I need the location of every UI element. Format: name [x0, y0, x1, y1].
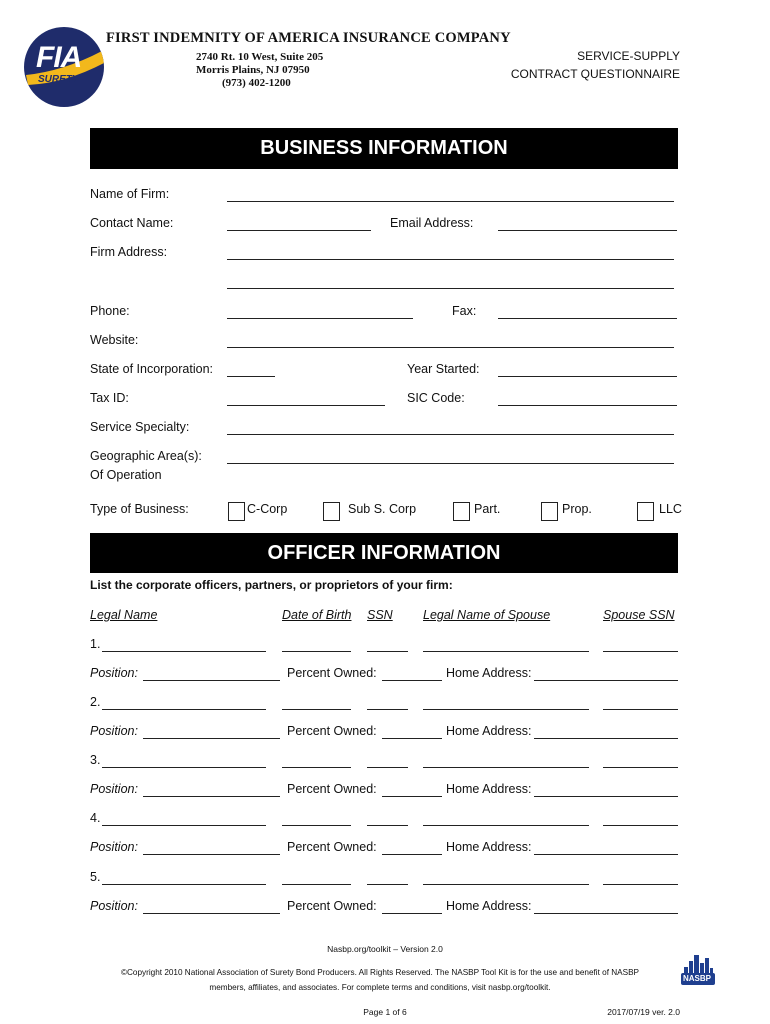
- contact-name-field[interactable]: [227, 230, 371, 231]
- year-started-label: Year Started:: [407, 362, 480, 376]
- home-address-label: Home Address:: [446, 724, 532, 738]
- officer-number: 5.: [90, 870, 101, 884]
- officer-1-ssn-field[interactable]: [367, 651, 408, 652]
- footer-copyright-2: members, affiliates, and associates. For complete terms and conditions, visit nasbp.org/toolkit.: [209, 983, 551, 992]
- officer-4-dob-field[interactable]: [282, 825, 351, 826]
- officer-5-position-field[interactable]: [143, 913, 280, 914]
- officer-2-spouse-name-field[interactable]: [423, 709, 589, 710]
- llc-checkbox[interactable]: [637, 502, 654, 521]
- nasbp-logo-text: NASBP: [683, 974, 712, 983]
- proprietorship-label: Prop.: [562, 502, 592, 516]
- col-date-of-birth: Date of Birth: [282, 608, 352, 622]
- fax-label: Fax:: [452, 304, 477, 318]
- officer-2-ssn-field[interactable]: [367, 709, 408, 710]
- name-of-firm-field[interactable]: [227, 201, 674, 202]
- sic-code-label: SIC Code:: [407, 391, 465, 405]
- partnership-checkbox[interactable]: [453, 502, 470, 521]
- home-address-label: Home Address:: [446, 899, 532, 913]
- officer-1-spouse-ssn-field[interactable]: [603, 651, 678, 652]
- officer-2-spouse-ssn-field[interactable]: [603, 709, 678, 710]
- percent-owned-label: Percent Owned:: [287, 782, 377, 796]
- officer-1-position-field[interactable]: [143, 680, 280, 681]
- officer-5-legal-name-field[interactable]: [102, 884, 266, 885]
- contact-name-label: Contact Name:: [90, 216, 174, 230]
- proprietorship-checkbox[interactable]: [541, 502, 558, 521]
- business-info-banner: [90, 128, 678, 169]
- company-name: FIRST INDEMNITY OF AMERICA INSURANCE COMPANY: [106, 30, 511, 46]
- position-label: Position:: [90, 666, 138, 680]
- llc-label: LLC: [659, 502, 682, 516]
- state-incorporation-field[interactable]: [227, 376, 275, 377]
- tax-id-field[interactable]: [227, 405, 385, 406]
- home-address-label: Home Address:: [446, 782, 532, 796]
- company-phone: (973) 402-1200: [222, 77, 291, 89]
- partnership-label: Part.: [474, 502, 501, 516]
- home-address-label: Home Address:: [446, 840, 532, 854]
- officer-number: 1.: [90, 637, 101, 651]
- footer-page-number: Page 1 of 6: [363, 1007, 407, 1017]
- officer-5-percent-owned-field[interactable]: [382, 913, 442, 914]
- officer-5-dob-field[interactable]: [282, 884, 351, 885]
- home-address-label: Home Address:: [446, 666, 532, 680]
- col-spouse-ssn: Spouse SSN: [603, 608, 675, 622]
- officer-number: 3.: [90, 753, 101, 767]
- officer-3-ssn-field[interactable]: [367, 767, 408, 768]
- website-label: Website:: [90, 333, 139, 347]
- officer-instruction: List the corporate officers, partners, or proprietors of your firm:: [90, 578, 453, 592]
- officer-number: 2.: [90, 695, 101, 709]
- website-field[interactable]: [227, 347, 674, 348]
- company-address-2: Morris Plains, NJ 07950: [196, 64, 310, 76]
- logo-text: FIA: [36, 41, 82, 74]
- officer-info-banner: [90, 533, 678, 573]
- footer-toolkit: Nasbp.org/toolkit – Version 2.0: [327, 944, 443, 954]
- state-incorporation-label: State of Incorporation:: [90, 362, 213, 376]
- sub-s-corp-label: Sub S. Corp: [348, 502, 417, 516]
- officer-4-spouse-name-field[interactable]: [423, 825, 589, 826]
- phone-field[interactable]: [227, 318, 413, 319]
- officer-4-spouse-ssn-field[interactable]: [603, 825, 678, 826]
- officer-2-position-field[interactable]: [143, 738, 280, 739]
- officer-1-spouse-name-field[interactable]: [423, 651, 589, 652]
- c-corp-checkbox[interactable]: [228, 502, 245, 521]
- position-label: Position:: [90, 899, 138, 913]
- sic-code-field[interactable]: [498, 405, 677, 406]
- officer-3-dob-field[interactable]: [282, 767, 351, 768]
- officer-2-legal-name-field[interactable]: [102, 709, 266, 710]
- officer-5-spouse-ssn-field[interactable]: [603, 884, 678, 885]
- firm-address-field-2[interactable]: [227, 288, 674, 289]
- position-label: Position:: [90, 782, 138, 796]
- percent-owned-label: Percent Owned:: [287, 840, 377, 854]
- officer-4-position-field[interactable]: [143, 854, 280, 855]
- phone-label: Phone:: [90, 304, 130, 318]
- officer-2-dob-field[interactable]: [282, 709, 351, 710]
- officer-number: 4.: [90, 811, 101, 825]
- footer-copyright-1: ©Copyright 2010 National Association of Surety Bond Producers. All Rights Reserved. The NASBP Tool Kit is for the use and benefit of NASBP: [120, 968, 640, 977]
- officer-3-legal-name-field[interactable]: [102, 767, 266, 768]
- geographic-area-label: Geographic Area(s):: [90, 449, 202, 463]
- officer-info-heading: OFFICER INFORMATION: [267, 542, 501, 564]
- business-info-heading: BUSINESS INFORMATION: [260, 137, 508, 159]
- percent-owned-label: Percent Owned:: [287, 666, 377, 680]
- tax-id-label: Tax ID:: [90, 391, 129, 405]
- officer-1-home-address-field[interactable]: [534, 680, 678, 681]
- col-legal-name: Legal Name: [90, 608, 158, 622]
- officer-4-home-address-field[interactable]: [534, 854, 678, 855]
- percent-owned-label: Percent Owned:: [287, 724, 377, 738]
- col-ssn: SSN: [367, 608, 393, 622]
- logo-subtext: SURETY: [38, 74, 79, 85]
- officer-1-legal-name-field[interactable]: [102, 651, 266, 652]
- service-specialty-label: Service Specialty:: [90, 420, 190, 434]
- officer-3-spouse-ssn-field[interactable]: [603, 767, 678, 768]
- year-started-field[interactable]: [498, 376, 677, 377]
- nasbp-logo: [681, 953, 715, 987]
- percent-owned-label: Percent Owned:: [287, 899, 377, 913]
- officer-3-spouse-name-field[interactable]: [423, 767, 589, 768]
- col-spouse-legal-name: Legal Name of Spouse: [423, 608, 551, 622]
- company-address-1: 2740 Rt. 10 West, Suite 205: [196, 51, 324, 63]
- officer-5-home-address-field[interactable]: [534, 913, 678, 914]
- officer-5-spouse-name-field[interactable]: [423, 884, 589, 885]
- of-operation-label: Of Operation: [90, 468, 162, 482]
- name-of-firm-label: Name of Firm:: [90, 187, 170, 201]
- email-field[interactable]: [498, 230, 677, 231]
- officer-1-percent-owned-field[interactable]: [382, 680, 442, 681]
- officer-2-percent-owned-field[interactable]: [382, 738, 442, 739]
- officer-2-home-address-field[interactable]: [534, 738, 678, 739]
- sub-s-corp-checkbox[interactable]: [323, 502, 340, 521]
- officer-4-percent-owned-field[interactable]: [382, 854, 442, 855]
- service-specialty-field[interactable]: [227, 434, 674, 435]
- officer-1-dob-field[interactable]: [282, 651, 351, 652]
- position-label: Position:: [90, 724, 138, 738]
- officer-4-ssn-field[interactable]: [367, 825, 408, 826]
- footer-version: 2017/07/19 ver. 2.0: [607, 1007, 680, 1017]
- fax-field[interactable]: [498, 318, 677, 319]
- type-of-business-label: Type of Business:: [90, 502, 189, 516]
- geographic-area-field[interactable]: [227, 463, 674, 464]
- officer-3-home-address-field[interactable]: [534, 796, 678, 797]
- officer-3-percent-owned-field[interactable]: [382, 796, 442, 797]
- officer-5-ssn-field[interactable]: [367, 884, 408, 885]
- doc-title-line2: CONTRACT QUESTIONNAIRE: [510, 67, 680, 81]
- position-label: Position:: [90, 840, 138, 854]
- officer-3-position-field[interactable]: [143, 796, 280, 797]
- firm-address-label: Firm Address:: [90, 245, 168, 259]
- c-corp-label: C-Corp: [247, 502, 288, 516]
- fia-logo: [24, 27, 104, 107]
- email-label: Email Address:: [390, 216, 474, 230]
- officer-4-legal-name-field[interactable]: [102, 825, 266, 826]
- firm-address-field-1[interactable]: [227, 259, 674, 260]
- doc-title-line1: SERVICE-SUPPLY: [577, 49, 680, 63]
